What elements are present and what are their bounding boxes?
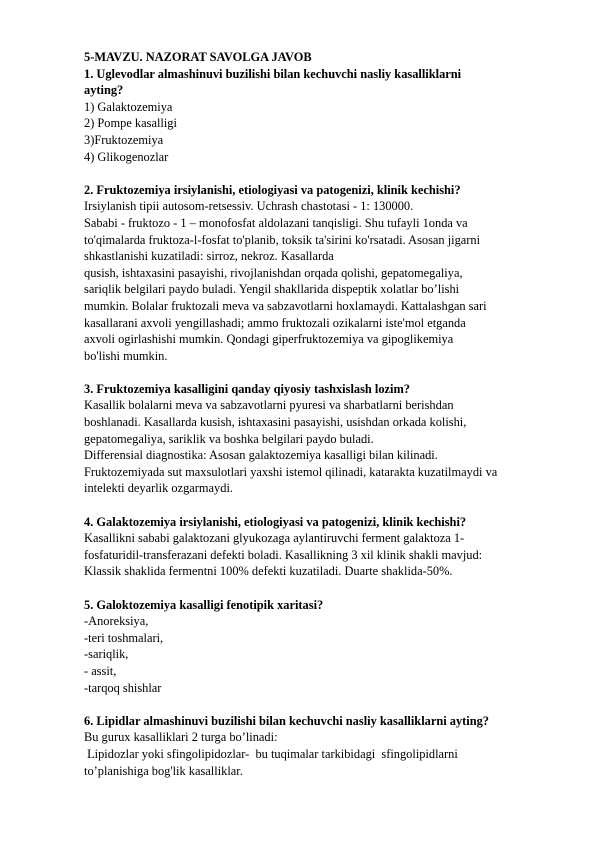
question-2-heading: 2. Fruktozemiya irsiylanishi, etiologiyasi va patogenizi, klinik kechishi? <box>84 182 461 197</box>
answer-item: 2) Pompe kasalligi <box>84 116 177 131</box>
body-line: Irsiylanish tipii autosom-retsessiv. Uchrash chastotasi - 1: 130000. <box>84 199 414 214</box>
question-3 <box>84 381 576 497</box>
question-4 <box>84 514 576 580</box>
paragraph-gap <box>84 696 576 713</box>
paragraph-gap <box>84 497 576 514</box>
list-item: -tarqoq shishlar <box>84 680 162 695</box>
answer-item: 3)Fruktozemiya <box>84 132 164 147</box>
body-line: Kasallik bolalarni meva va sabzavotlarni pyuresi va sharbatlarni berishdan <box>84 398 454 413</box>
body-line: boshlanadi. Kasallarda kusish, ishtaxasini pasayishi, usishdan orkada kolishi, <box>84 415 467 430</box>
body-line: gepatomegaliya, sariklik va boshka belgilari paydo buladi. <box>84 431 374 446</box>
body-line: Fruktozemiyada sut maxsulotlari yaxshi istemol qilinadi, katarakta kuzatilmaydi va <box>84 464 498 479</box>
body-line: kasallarani axvoli yengillashadi; ammo fruktozali ozikalarni iste'mol etganda <box>84 315 466 330</box>
body-line: to'qimalarda fruktoza-l-fosfat to'planib, toksik ta'sirini ko'rsatadi. Asosan jigarni <box>84 232 481 247</box>
body-line: sariqlik belgilari paydo buladi. Yengil shakllarida dispeptik xolatlar bo’lishi <box>84 282 460 297</box>
body-line: Differensial diagnostika: Asosan galaktozemiya kasalligi bilan kilinadi. <box>84 448 438 463</box>
body-line: axvoli ogirlashishi mumkin. Qondagi giperfruktozemiya va gipoglikemiya <box>84 332 454 347</box>
question-6-heading: 6. Lipidlar almashinuvi buzilishi bilan kechuvchi nasliy kasalliklarni ayting? <box>84 713 490 728</box>
body-line: Sababi - fruktozo - 1 – monofosfat aldolazani tanqisligi. Shu tufayli 1onda va <box>84 215 468 230</box>
question-1-heading-line-1: 1. Uglevodlar almashinuvi buzilishi bilan kechuvchi nasliy kasalliklarni <box>84 66 462 81</box>
question-2 <box>84 182 576 365</box>
body-line: bo'lishi mumkin. <box>84 348 168 363</box>
answer-item: 4) Glikogenozlar <box>84 149 169 164</box>
paragraph-gap <box>84 364 576 381</box>
body-line: Kasallikni sababi galaktozani glyukozaga aylantiruvchi ferment galaktoza 1- <box>84 531 465 546</box>
page-title: 5-MAVZU. NAZORAT SAVOLGA JAVOB <box>84 50 312 64</box>
document-page <box>84 49 576 779</box>
list-item: -teri toshmalari, <box>84 630 164 645</box>
list-item: - assit, <box>84 663 117 678</box>
paragraph-gap <box>84 580 576 597</box>
body-line: Bu gurux kasalliklari 2 turga bo’linadi: <box>84 730 278 745</box>
answer-item: 1) Galaktozemiya <box>84 99 173 114</box>
question-3-heading: 3. Fruktozemiya kasalligini qanday qiyosiy tashxislash lozim? <box>84 381 410 396</box>
paragraph-gap <box>84 165 576 182</box>
body-line: shkastlanishi kuzatiladi: sirroz, nekroz. Kasallarda <box>84 249 334 264</box>
question-4-heading: 4. Galaktozemiya irsiylanishi, etiologiyasi va patogenizi, klinik kechishi? <box>84 514 467 529</box>
body-line: qusish, ishtaxasini pasayishi, rivojlanishdan orqada qolishi, gepatomegaliya, <box>84 265 463 280</box>
body-line: to’planishiga bog'lik kasalliklar. <box>84 763 243 778</box>
list-item: -sariqlik, <box>84 647 129 662</box>
question-6 <box>84 713 576 779</box>
question-1 <box>84 66 576 166</box>
body-line: Lipidozlar yoki sfingolipidozlar- bu tuqimalar tarkibidagi sfingolipidlarni <box>84 746 458 761</box>
body-line: Klassik shaklida fermentni 100% defekti kuzatiladi. Duarte shaklida-50%. <box>84 564 453 579</box>
list-item: -Anoreksiya, <box>84 614 149 629</box>
body-line: mumkin. Bolalar fruktozali meva va sabzavotlarni hoxlamaydi. Kattalashgan sari <box>84 298 487 313</box>
question-5-heading: 5. Galoktozemiya kasalligi fenotipik xaritasi? <box>84 597 324 612</box>
body-line: intelekti deyarlik ozgarmaydi. <box>84 481 233 496</box>
question-1-heading-line-2: ayting? <box>84 83 124 98</box>
question-5 <box>84 597 576 697</box>
body-line: fosfaturidil-transferazani defekti boladi. Kasallikning 3 xil klinik shakli mavjud: <box>84 547 483 562</box>
